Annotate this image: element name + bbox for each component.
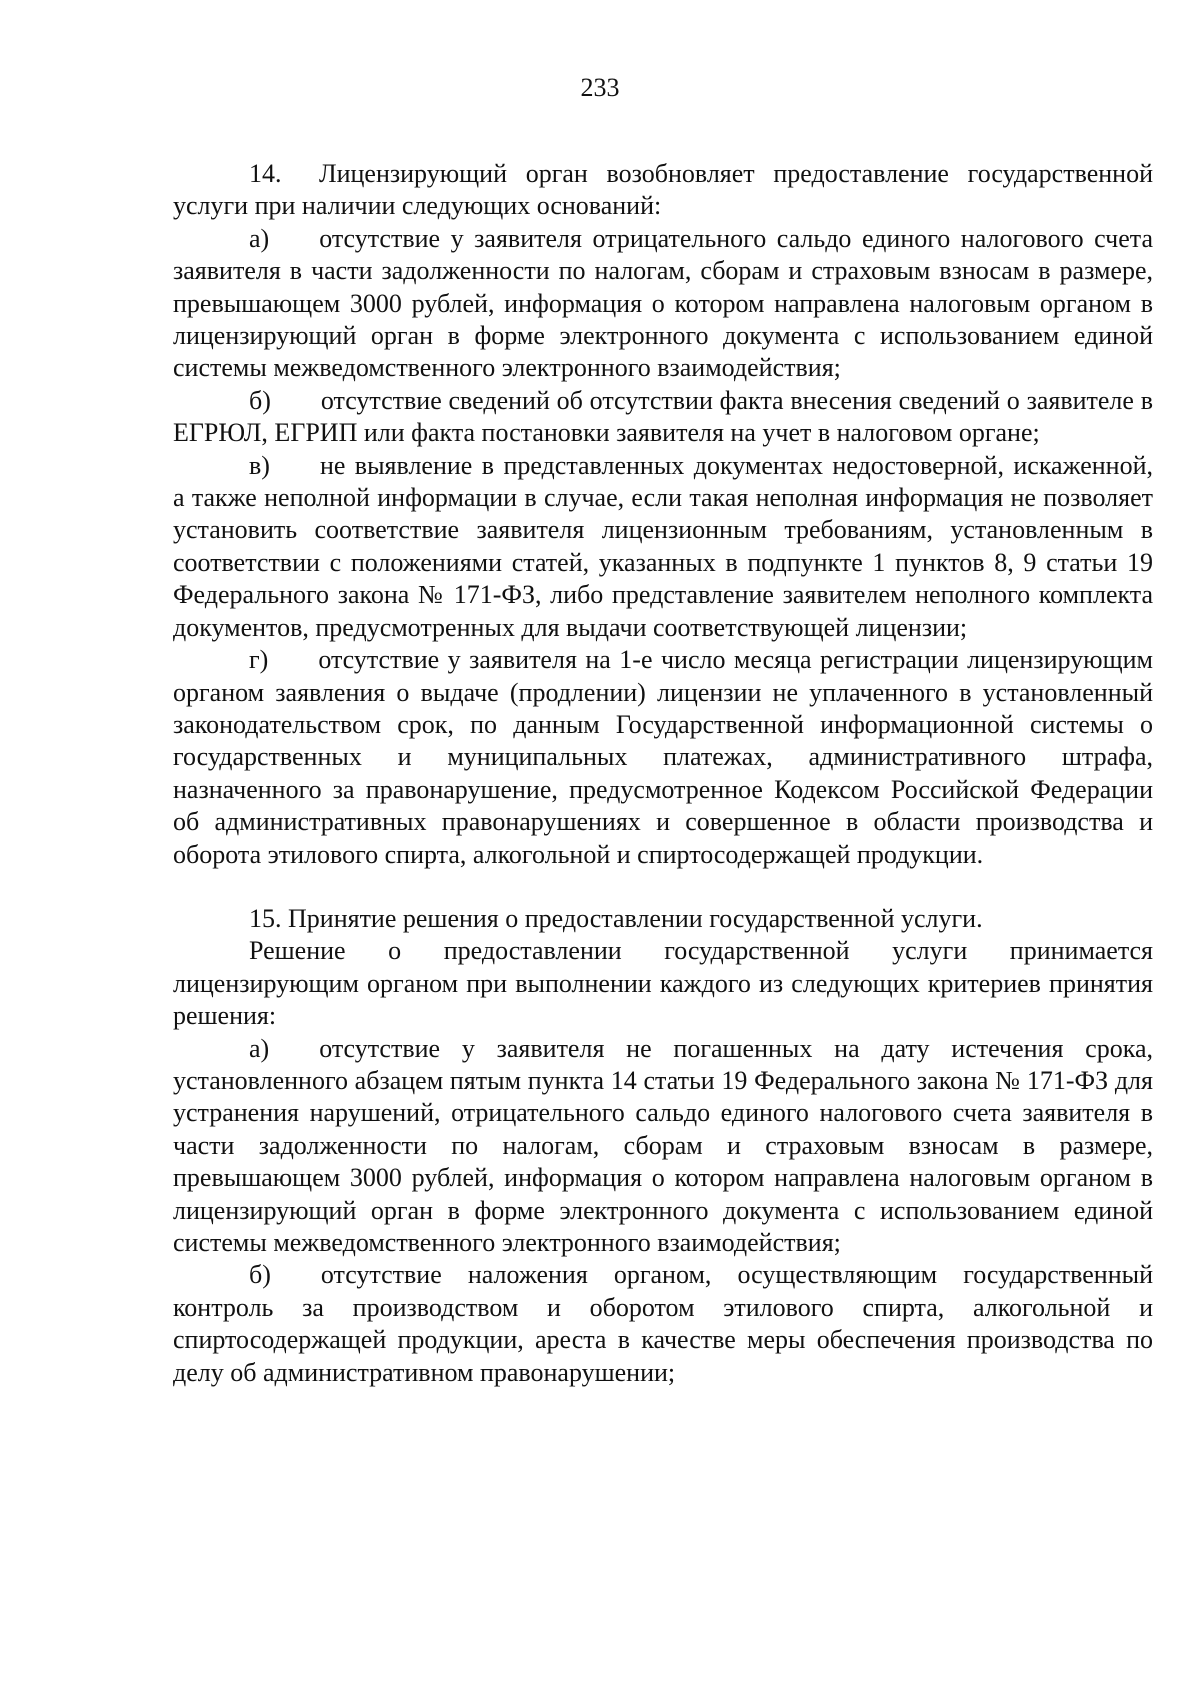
item-text: отсутствие у заявителя отрицательного сальдо единого налогового счета заявителя в части задолженности по налогам, сборам и страховым взносам в размере, превышающем 3000 рублей, информация о котором направлена налоговым органом в лицензирующий орган в форме электронного документа с использованием единой системы межведомственного электронного взаимодействия;: [173, 223, 1153, 383]
section-15-intro: Решение о предоставлении государственной услуги принимается лицензирующим органом при выполнении каждого из следующих критериев принятия решения:: [173, 936, 1153, 1031]
item-text: отсутствие наложения органом, осуществляющим государственный контроль за производством и оборотом этилового спирта, алкогольной и спиртосодержащей продукции, ареста в качестве меры обеспечения производства по делу об административном правонарушении;: [173, 1260, 1153, 1387]
document-body: [173, 158, 1153, 1389]
item-text: отсутствие сведений об отсутствии факта внесения сведений о заявителе в ЕГРЮЛ, ЕГРИП или факта постановки заявителя на учет в налоговом органе;: [173, 385, 1153, 448]
section-15-item-b: [173, 1259, 1153, 1389]
section-15-item-a: [173, 1033, 1153, 1260]
item-text: отсутствие у заявителя не погашенных на дату истечения срока, установленного абзацем пятым пункта 14 статьи 19 Федерального закона № 171-ФЗ для устранения нарушений, отрицательного сальдо единого налогового счета заявителя в части задолженности по налогам, сборам и страховым взносам в размере, превышающем 3000 рублей, информация о котором направлена налоговым органом в лицензирующий орган в форме электронного документа с использованием единой системы межведомственного электронного взаимодействия;: [173, 1033, 1153, 1257]
section-spacer: [173, 871, 1153, 903]
section-14-intro: 14. Лицензирующий орган возобновляет предоставление государственной услуги при наличии следующих оснований:: [173, 159, 1153, 221]
page-number: 233: [580, 73, 620, 102]
section-14-item-b: [173, 385, 1153, 450]
item-marker: б): [249, 385, 271, 415]
section-14-item-a: [173, 223, 1153, 385]
section-14-item-v: [173, 450, 1153, 644]
item-marker: а): [249, 223, 270, 253]
item-text: не выявление в представленных документах недостоверной, искаженной, а также неполной информации в случае, если такая неполная информация не позволяет установить соответствие заявителя лицензионным требованиям, установленным в соответствии с положениями статей, указанных в подпункте 1 пунктов 8, 9 статьи 19 Федерального закона № 171-ФЗ, либо представление заявителем неполного комплекта документов, предусмотренных для выдачи соответствующей лицензии;: [173, 450, 1153, 642]
section-14-item-g: [173, 644, 1153, 871]
item-marker: г): [249, 645, 269, 675]
item-text: отсутствие у заявителя на 1-е число месяца регистрации лицензирующим органом заявления о выдаче (продлении) лицензии не уплаченного в установленный законодательством срок, по данным Государственной информационной системы о государственных и муниципальных платежах, административного штрафа, назначенного за правонарушение, предусмотренное Кодексом Российской Федерации об административных правонарушениях и совершенное в области производства и оборота этилового спирта, алкогольной и спиртосодержащей продукции.: [173, 645, 1153, 869]
item-marker: б): [249, 1260, 271, 1290]
section-15-heading: 15. Принятие решения о предоставлении государственной услуги.: [249, 903, 983, 933]
item-marker: в): [249, 450, 270, 480]
item-marker: а): [249, 1033, 270, 1063]
